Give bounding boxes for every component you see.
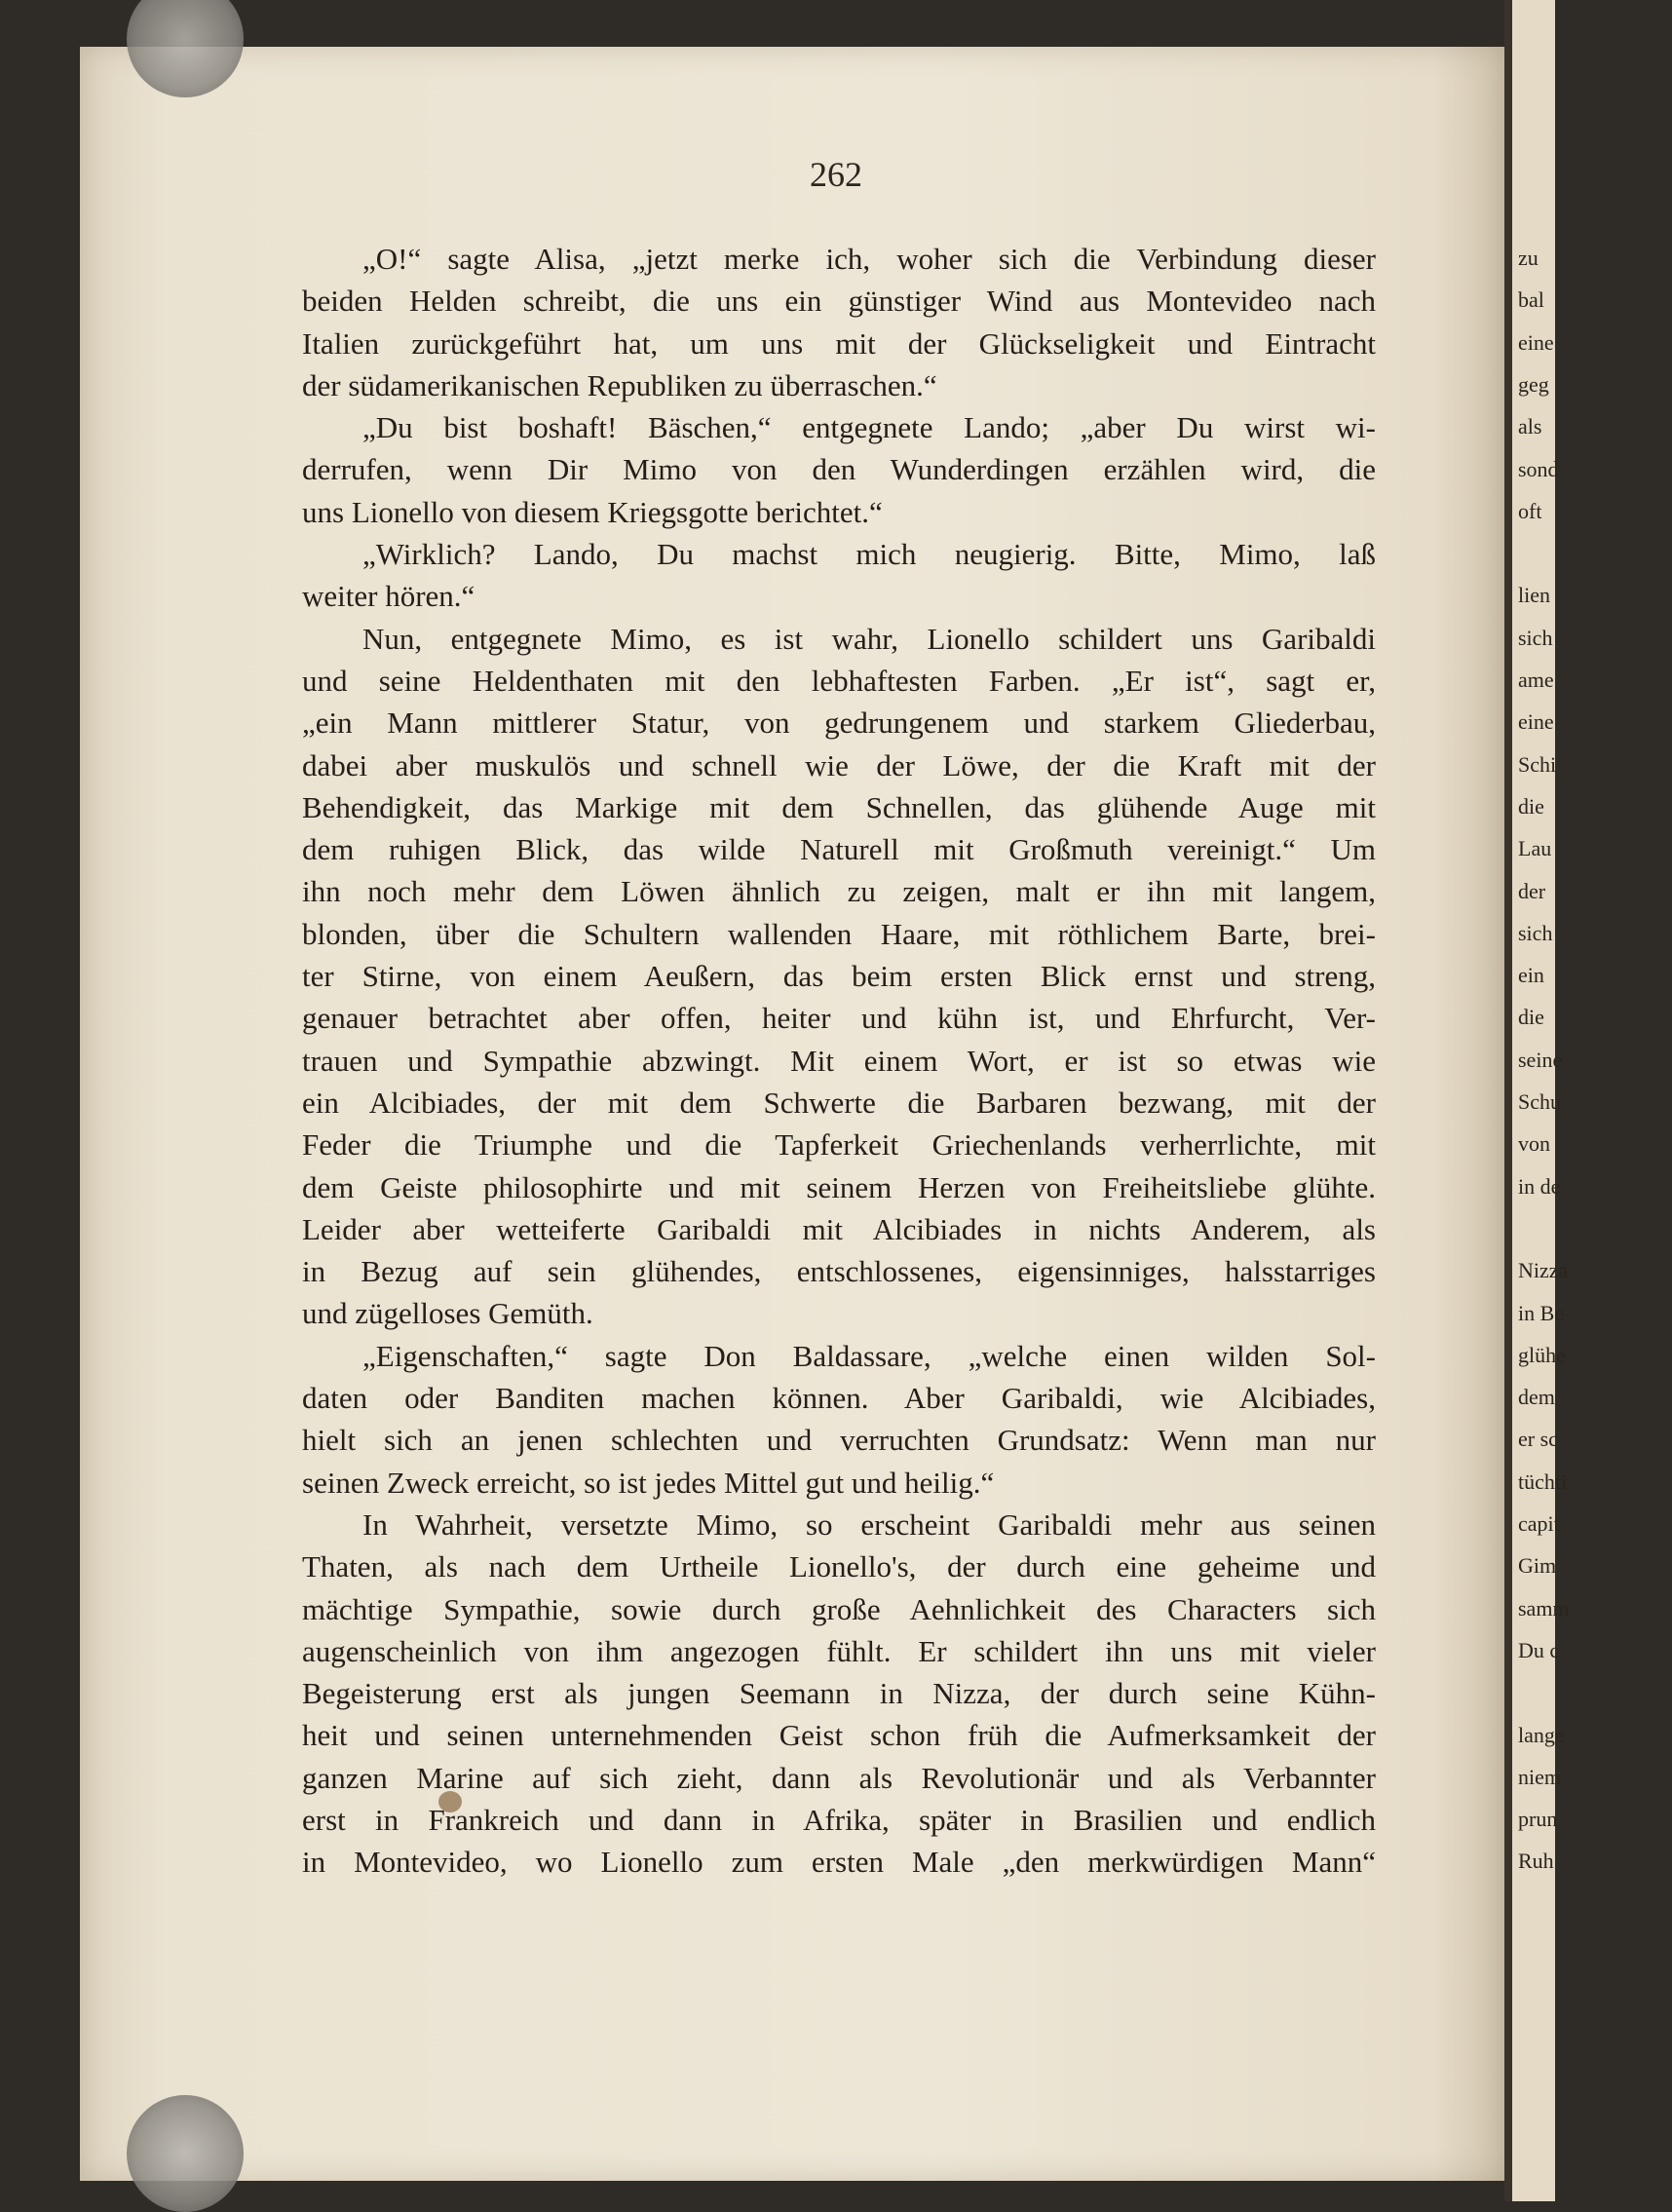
next-page-fragment: bal [1518, 287, 1544, 313]
next-page-fragment: eine [1518, 709, 1554, 735]
next-page-fragment: samm [1518, 1595, 1570, 1621]
body-text [302, 238, 1376, 1884]
next-page-fragment: der [1518, 878, 1546, 903]
text-line: hielt sich an jenen schlechten und verruchten Grundsatz: Wenn man nur [302, 1423, 1376, 1458]
text-line: uns Lionello von diesem Kriegsgotte berichtet.“ [302, 494, 883, 529]
next-page-fragment: Nizza [1518, 1258, 1569, 1283]
text-line: derrufen, wenn Dir Mimo von den Wunderdingen erzählen wird, die [302, 452, 1376, 487]
text-line: trauen und Sympathie abzwingt. Mit einem Wort, er ist so etwas wie [302, 1043, 1376, 1078]
next-page-fragment: capit [1518, 1511, 1560, 1536]
text-line: genauer betrachtet aber offen, heiter und kühn ist, und Ehrfurcht, Ver- [302, 1001, 1376, 1036]
text-line: ter Stirne, von einem Aeußern, das beim ersten Blick ernst und streng, [302, 959, 1376, 994]
text-line: „Eigenschaften,“ sagte Don Baldassare, „welche einen wilden Sol- [362, 1338, 1376, 1373]
next-page-fragment: in de [1518, 1173, 1561, 1199]
text-line: dabei aber muskulös und schnell wie der Löwe, der die Kraft mit der [302, 747, 1376, 782]
text-line: Italien zurückgeführt hat, um uns mit der Glückseligkeit und Eintracht [302, 325, 1376, 361]
next-page-fragment: sich [1518, 625, 1553, 650]
next-page-fragment: dem [1518, 1385, 1555, 1410]
next-page-fragment: Gim [1518, 1553, 1557, 1579]
next-page-fragment: in Be [1518, 1300, 1565, 1325]
next-page-fragment: oft [1518, 498, 1542, 523]
page-number: 262 [810, 155, 862, 194]
next-page-fragment: lien [1518, 583, 1550, 608]
text-line: „O!“ sagte Alisa, „jetzt merke ich, woher sich die Verbindung dieser [362, 242, 1376, 276]
text-line: Begeisterung erst als jungen Seemann in Nizza, der durch seine Kühn- [302, 1676, 1376, 1711]
text-line: und seine Heldenthaten mit den lebhaftesten Farben. „Er ist“, sagt er, [302, 663, 1376, 698]
page-clip-bottom [127, 2095, 244, 2212]
text-line: Behendigkeit, das Markige mit dem Schnellen, das glühende Auge mit [302, 789, 1376, 824]
text-line: daten oder Banditen machen können. Aber Garibaldi, wie Alcibiades, [302, 1381, 1376, 1416]
text-line: erst in Frankreich und dann in Afrika, später in Brasilien und endlich [302, 1802, 1376, 1837]
next-page-edge [1512, 0, 1570, 2201]
next-page-fragment: sond [1518, 456, 1559, 481]
next-page-fragment: Schu [1518, 1089, 1561, 1114]
text-line: Nun, entgegnete Mimo, es ist wahr, Lionello schildert uns Garibaldi [362, 621, 1376, 656]
text-line: „Wirklich? Lando, Du machst mich neugierig. Bitte, Mimo, laß [362, 537, 1376, 572]
next-page-fragment: lange [1518, 1722, 1565, 1747]
text-line: heit und seinen unternehmenden Geist schon früh die Aufmerksamkeit der [302, 1718, 1376, 1753]
next-page-fragment: seine [1518, 1047, 1563, 1072]
next-page-fragment: Lau [1518, 836, 1552, 861]
text-line: augenscheinlich von ihm angezogen fühlt. Er schildert ihn uns mit vieler [302, 1633, 1376, 1668]
next-page-fragment: tüchti [1518, 1468, 1568, 1494]
next-page-fragment: eine [1518, 329, 1554, 355]
next-page-fragment: geg [1518, 371, 1549, 397]
next-page-fragment: als [1518, 414, 1542, 439]
text-line: in Bezug auf sein glühendes, entschlossenes, eigensinniges, halsstarriges [302, 1254, 1376, 1289]
text-line: der südamerikanischen Republiken zu überraschen.“ [302, 367, 937, 402]
text-line: seinen Zweck erreicht, so ist jedes Mittel gut und heilig.“ [302, 1465, 995, 1500]
next-page-fragment: Ruh [1518, 1849, 1554, 1874]
text-line: mächtige Sympathie, sowie durch große Aehnlichkeit des Characters sich [302, 1591, 1376, 1626]
next-page-fragment: prun [1518, 1807, 1558, 1832]
text-line: dem ruhigen Blick, das wilde Naturell mit Großmuth vereinigt.“ Um [302, 832, 1376, 867]
text-line: „Du bist boshaft! Bäschen,“ entgegnete Lando; „aber Du wirst wi- [362, 410, 1376, 445]
text-line: „ein Mann mittlerer Statur, von gedrungenem und starkem Gliederbau, [302, 706, 1376, 741]
next-page-fragment: zu [1518, 246, 1539, 270]
text-line: weiter hören.“ [302, 579, 475, 614]
text-line: ganzen Marine auf sich zieht, dann als Revolutionär und als Verbannter [302, 1760, 1376, 1795]
text-line: in Montevideo, wo Lionello zum ersten Male „den merkwürdigen Mann“ [302, 1845, 1376, 1880]
text-line: Leider aber wetteiferte Garibaldi mit Alcibiades in nichts Anderem, als [302, 1211, 1376, 1246]
next-page-fragment: Schi [1518, 751, 1557, 777]
next-page-fragment: ein [1518, 963, 1544, 988]
next-page-fragment: die [1518, 793, 1544, 819]
next-page-fragment: ame [1518, 667, 1554, 692]
text-line: dem Geiste philosophirte und mit seinem Herzen von Freiheitsliebe glühte. [302, 1169, 1376, 1204]
text-line: und zügelloses Gemüth. [302, 1296, 593, 1331]
next-page-fragment: die [1518, 1005, 1544, 1030]
text-line: ein Alcibiades, der mit dem Schwerte die Barbaren bezwang, mit der [302, 1085, 1376, 1120]
next-page-fragment: er sc [1518, 1427, 1558, 1452]
next-page-fragment: Du c [1518, 1637, 1560, 1662]
text-line: Thaten, als nach dem Urtheile Lionello's, der durch eine geheime und [302, 1549, 1376, 1584]
next-page-fragment: niem [1518, 1764, 1561, 1789]
text-line: ihn noch mehr dem Löwen ähnlich zu zeigen, malt er ihn mit langem, [302, 874, 1376, 909]
text-line: In Wahrheit, versetzte Mimo, so erscheint Garibaldi mehr aus seinen [362, 1506, 1376, 1542]
next-page-fragment: von [1518, 1131, 1550, 1157]
text-line: Feder die Triumphe und die Tapferkeit Griechenlands verherrlichte, mit [302, 1127, 1376, 1163]
text-line: blonden, über die Schultern wallenden Haare, mit röthlichem Barte, brei- [302, 916, 1376, 951]
text-line: beiden Helden schreibt, die uns ein günstiger Wind aus Montevideo nach [302, 284, 1376, 319]
next-page-fragment: sich [1518, 920, 1553, 945]
next-page-fragment: glühe [1518, 1342, 1566, 1367]
